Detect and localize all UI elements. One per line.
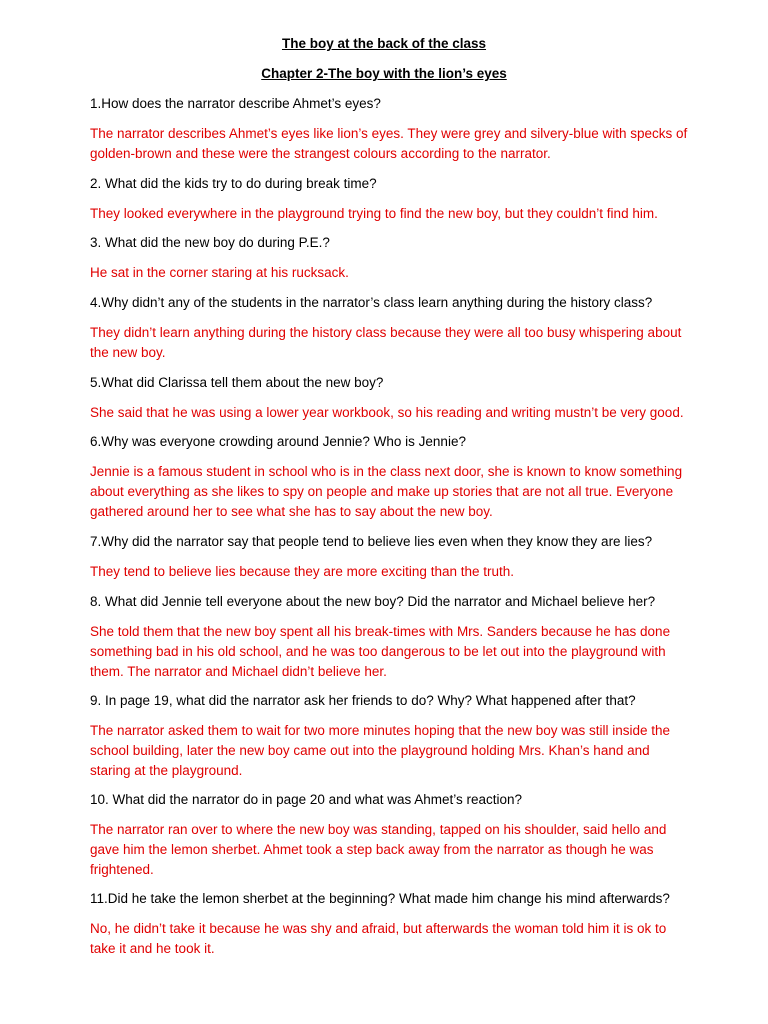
answer-4: They didn’t learn anything during the history class because they were all too busy whispering about the new boy. [90,325,682,360]
answer-5: She said that he was using a lower year workbook, so his reading and writing mustn’t be very good. [90,405,684,420]
question-10: 10. What did the narrator do in page 20 and what was Ahmet’s reaction? [90,792,523,807]
question-7: 7.Why did the narrator say that people tend to believe lies even when they know they are lies? [90,534,653,549]
question-11: 11.Did he take the lemon sherbet at the beginning? What made him change his mind afterwards? [90,891,670,906]
qa-item-9 [90,691,690,781]
qa-item-8 [90,592,690,682]
answer-7: They tend to believe lies because they are more exciting than the truth. [90,564,514,579]
document-title: The boy at the back of the class [281,36,487,51]
answer-1: The narrator describes Ahmet’s eyes like lion’s eyes. They were grey and silvery-blue with specks of golden-brown and these were the strangest colours according to the narrator. [90,126,688,161]
qa-item-5 [90,373,690,423]
answer-11: No, he didn’t take it because he was shy and afraid, but afterwards the woman told him it is ok to take it and he took it. [90,921,667,956]
qa-item-2 [90,174,690,224]
question-6: 6.Why was everyone crowding around Jennie? Who is Jennie? [90,434,466,449]
question-2: 2. What did the kids try to do during break time? [90,176,377,191]
answer-8: She told them that the new boy spent all his break-times with Mrs. Sanders because he has done something bad in his old school, and he was too dangerous to be let out into the playground with them. The narrator and Michael didn’t believe her. [90,624,671,679]
question-1: 1.How does the narrator describe Ahmet’s eyes? [90,96,381,111]
question-8: 8. What did Jennie tell everyone about the new boy? Did the narrator and Michael believe her? [90,594,656,609]
answer-3: He sat in the corner staring at his rucksack. [90,265,349,280]
answer-10: The narrator ran over to where the new boy was standing, tapped on his shoulder, said hello and gave him the lemon sherbet. Ahmet took a step back away from the narrator as though he was frightened. [90,822,667,877]
question-9: 9. In page 19, what did the narrator ask her friends to do? Why? What happened after that? [90,693,636,708]
question-3: 3. What did the new boy do during P.E.? [90,235,330,250]
qa-item-3 [90,233,690,283]
answer-6: Jennie is a famous student in school who is in the class next door, she is known to know something about everything as she likes to spy on people and make up stories that are not all true. Everyone gathered around her to see what she has to say about the new boy. [90,464,683,519]
chapter-title: Chapter 2-The boy with the lion’s eyes [261,66,507,81]
qa-item-6 [90,432,690,522]
qa-item-11 [90,889,690,959]
question-5: 5.What did Clarissa tell them about the new boy? [90,375,384,390]
qa-item-4 [90,293,690,363]
answer-9: The narrator asked them to wait for two more minutes hoping that the new boy was still inside the school building, later the new boy came out into the playground holding Mrs. Khan’s hand and staring at the playground. [90,723,671,778]
qa-item-10 [90,790,690,880]
answer-2: They looked everywhere in the playground trying to find the new boy, but they couldn’t find him. [90,206,658,221]
qa-item-1 [90,94,690,164]
question-4: 4.Why didn’t any of the students in the narrator’s class learn anything during the history class? [90,295,653,310]
qa-item-7 [90,532,690,582]
